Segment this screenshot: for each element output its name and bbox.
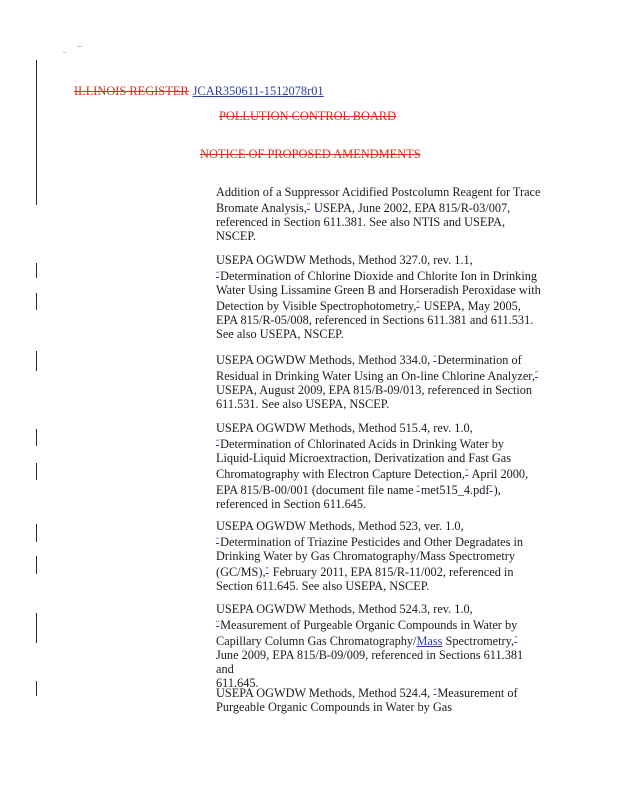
change-bar xyxy=(36,681,37,696)
change-bar xyxy=(36,524,37,542)
text-line: USEPA OGWDW Methods, Method 523, ver. 1.0, xyxy=(216,519,464,533)
text-line: (GC/MS),” February 2011, EPA 815/R-11/002, referenced in xyxy=(216,565,514,579)
inserted-word: Mass xyxy=(416,634,443,648)
change-bar xyxy=(36,613,37,643)
citation-paragraph xyxy=(216,684,541,714)
text-line: referenced in Section 611.381. See also NTIS and USEPA, xyxy=(216,215,506,229)
change-bar xyxy=(36,293,37,310)
scan-speck xyxy=(63,52,66,53)
text-line: Drinking Water by Gas Chromatography/Mass Spectrometry xyxy=(216,549,515,563)
register-inserted: JCAR350611-1512078r01 xyxy=(192,84,324,98)
notice-title: NOTICE OF PROPOSED AMENDMENTS xyxy=(200,147,421,161)
text-line: Liquid-Liquid Microextraction, Derivatization and Fast Gas xyxy=(216,451,512,465)
text-line: EPA 815/B-00/001 (document file name “met515_4.pdf”), xyxy=(216,483,501,497)
text-line: EPA 815/R-05/008, referenced in Sections 611.381 and 611.531. xyxy=(216,313,534,327)
text-line: USEPA, August 2009, EPA 815/B-09/013, referenced in Section xyxy=(216,383,533,397)
text-line: “Determination of Chlorine Dioxide and Chlorite Ion in Drinking xyxy=(216,269,538,283)
register-header xyxy=(74,84,324,99)
text-line: Section 611.645. See also USEPA, NSCEP. xyxy=(216,579,430,593)
text-line: Water Using Lissamine Green B and Horseradish Peroxidase with xyxy=(216,283,541,297)
text-line: “Measurement of Purgeable Organic Compounds in Water by xyxy=(216,618,518,632)
text-line: referenced in Section 611.645. xyxy=(216,497,367,511)
scan-speck xyxy=(77,46,82,47)
text-line: USEPA OGWDW Methods, Method 334.0, “Determination of xyxy=(216,353,522,367)
register-deleted: ILLINOIS REGISTER xyxy=(74,84,189,98)
text-line: “Determination of Chlorinated Acids in Drinking Water by xyxy=(216,437,505,451)
text-line: See also USEPA, NSCEP. xyxy=(216,327,344,341)
text-line: Bromate Analysis,” USEPA, June 2002, EPA 815/R-03/007, xyxy=(216,201,511,215)
text-line: USEPA OGWDW Methods, Method 515.4, rev. 1.0, xyxy=(216,421,473,435)
text-line: June 2009, EPA 815/B-09/009, referenced in Sections 611.381 and xyxy=(216,648,524,676)
change-bar xyxy=(36,263,37,278)
text-line: NSCEP. xyxy=(216,229,256,243)
text-line: Addition of a Suppressor Acidified Postcolumn Reagent for Trace xyxy=(216,185,541,199)
text-line: USEPA OGWDW Methods, Method 524.4, “Measurement of xyxy=(216,686,518,700)
citation-paragraph xyxy=(216,253,541,341)
citation-paragraph xyxy=(216,351,541,411)
citation-paragraph xyxy=(216,602,541,690)
citation-paragraph xyxy=(216,185,541,243)
text-line: Residual in Drinking Water Using an On-line Chlorine Analyzer,” xyxy=(216,369,539,383)
text-line: “Determination of Triazine Pesticides and Other Degradates in xyxy=(216,535,524,549)
change-bar xyxy=(36,463,37,480)
text-line: 611.531. See also USEPA, NSCEP. xyxy=(216,397,390,411)
citation-paragraph xyxy=(216,519,541,593)
change-bar xyxy=(36,556,37,574)
text-line: USEPA OGWDW Methods, Method 524.3, rev. 1.0, xyxy=(216,602,473,616)
text-line: Detection by Visible Spectrophotometry,” USEPA, May 2005, xyxy=(216,299,521,313)
text-line: Purgeable Organic Compounds in Water by Gas xyxy=(216,700,453,714)
citation-paragraph xyxy=(216,421,541,511)
change-bar xyxy=(36,429,37,446)
text-line: USEPA OGWDW Methods, Method 327.0, rev. 1.1, xyxy=(216,253,473,267)
board-title: POLLUTION CONTROL BOARD xyxy=(219,109,397,123)
change-bar xyxy=(36,351,37,371)
text-line: Capillary Column Gas Chromatography/Mass Spectrometry,” xyxy=(216,634,518,648)
text-line: Chromatography with Electron Capture Detection,” April 2000, xyxy=(216,467,529,481)
change-bar xyxy=(36,60,37,205)
text-line: 611.645. xyxy=(216,676,259,690)
